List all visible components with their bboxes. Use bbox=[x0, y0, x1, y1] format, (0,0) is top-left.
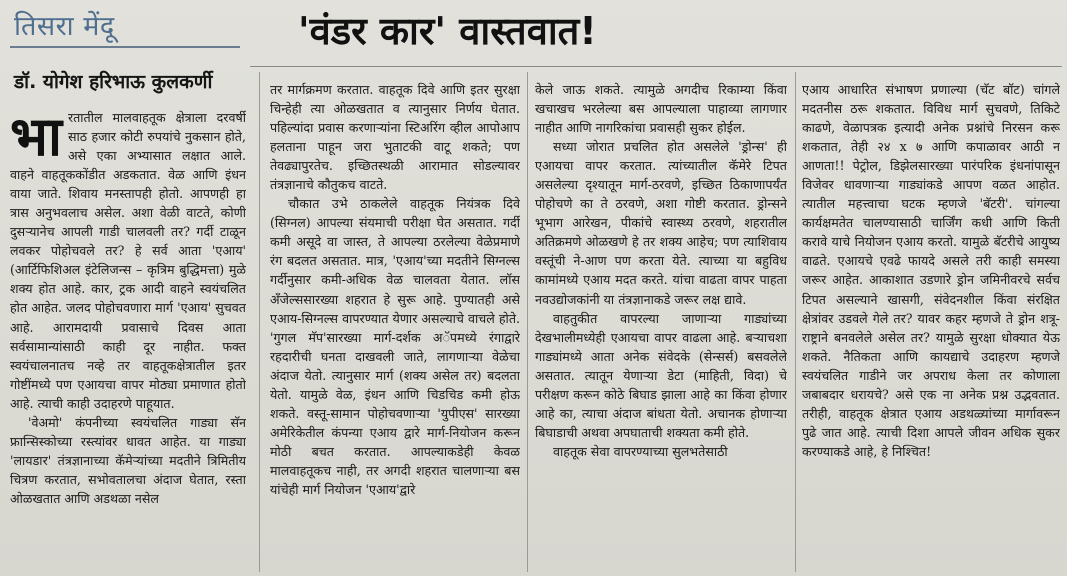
article-column-2 bbox=[270, 80, 520, 572]
column-name-underline bbox=[10, 46, 240, 48]
article-paragraph: एआय आधारित संभाषण प्रणाल्या (चॅट बॉट) चांगले मदतनीस ठरू शकतात. विविध मार्ग सुचवणे, तिकिटे काढणे, वेळापत्रक इत्यादी अनेक प्रश्नांचे निरसन करू शकतात, तेही २४ x ७ आणि कपाळावर आठी न आणता!! पेट्रोल, डिझेलसारख्या पारंपरिक इंधनांपासून विजेवर धावणाऱ्या गाड्यांकडे आपण वळत आहोत. त्यातील महत्त्वाचा घटक म्हणजे 'बॅटरी'. चांगल्या कार्यक्षमतेत चालण्यासाठी चार्जिंग कधी आणि किती करावे याचे नियोजन एआय करतो. यामुळे बॅटरीचे आयुष्य वाढते. एआयचे एवढे फायदे असले तरी काही समस्या जरूर आहेत. आकाशात उडणारे ड्रोन जमिनीवरचे सर्वच टिपत असल्याने खासगी, संवेदनशील किंवा संरक्षित क्षेत्रांवर उडवले गेले तर? यावर कहर म्हणजे ते ड्रोन शत्रू-राष्ट्राने बनवलेले असेल तर? यामुळे सुरक्षा धोक्यात येऊ शकते. नैतिकता आणि कायद्याचे उदाहरण म्हणजे स्वयंचलित गाडीने जर अपराध केला तर कोणाला जबाबदार धरायचे? असे एक ना अनेक प्रश्न उद्भवतात. तरीही, वाहतूक क्षेत्रात एआय अडथळ्यांच्या मार्गावरून पुढे जात आहे. त्याची दिशा आपले जीवन अधिक सुकर करण्याकडे आहे, हे निश्चित! bbox=[802, 82, 1060, 459]
article-paragraph: वाहतूक सेवा वापरण्याच्या सुलभतेसाठी bbox=[553, 443, 728, 459]
column-divider bbox=[795, 72, 796, 572]
headline: 'वंडर कार' वास्तवात! bbox=[298, 9, 597, 53]
article-paragraph: वाहतुकीत वापरल्या जाणाऱ्या गाड्यांच्या देखभालीमध्येही एआयचा वापर वाढला आहे. बऱ्याचशा गाड्यांमध्ये आता अनेक संवेदके (सेन्सर्स) बसवलेले असतात. त्यातून येणाऱ्या डेटा (माहिती, विदा) चे परीक्षण करून कोठे बिघाड झाला आहे का किंवा होणार आहे का, त्याचा अंदाज बांधता येतो. अचानक होणाऱ्या बिघाडाची अथवा अपघाताची शक्यता कमी होते. bbox=[535, 310, 787, 440]
article-column-1 bbox=[10, 108, 246, 572]
byline: डॉ. योगेश हरिभाऊ कुलकर्णी bbox=[14, 71, 213, 93]
article-paragraph: 'वेअमो' कंपनीच्या स्वयंचलित गाड्या सॅन फ्रान्सिस्कोच्या रस्त्यांवर धावत आहेत. या गाड्या 'लायडार' तंत्रज्ञानाच्या कॅमेऱ्यांच्या मदतीने त्रिमितीय चित्रण करतात, सभोवतालचा अंदाज घेतात, रस्ता ओळखतात आणि अडथळा नसेल bbox=[10, 414, 246, 506]
paragraph-text: रतातील मालवाहतूक क्षेत्राला दरवर्षी साठ हजार कोटी रुपयांचे नुकसान होते, असे एका अभ्यासात लक्षात आले. वाहने वाहतूककोंडीत अडकतात. वेळ आणि इंधन वाया जाते. शिवाय मनस्तापही होतो. आपणही हा त्रास अनुभवलाच असेल. अशा वेळी वाटते, कोणी दुसऱ्यानेच आपली गाडी चालवली तर? गर्दी टाळून लवकर पोहोचवले तर? हे सर्व आता 'एआय' (आर्टिफिशिअल इंटेलिजन्स – कृत्रिम बुद्धिमत्ता) मुळे शक्य होत आहे. कार, ट्रक आदी वाहने स्वयंचलित होत आहेत. जलद पोहोचवणारा मार्ग 'एआय' सुचवत आहे. आरामदायी प्रवासाचे दिवस आता सर्वसामान्यांसाठी काही दूर नाहीत. फक्त स्वयंचालनातच नव्हे तर वाहतूकक्षेत्रातील इतर गोष्टींमध्ये पण एआयचा वापर मोठ्या प्रमाणात होतो आहे. त्याची काही उदाहरणे पाहूयात. bbox=[10, 110, 246, 411]
article-paragraph bbox=[10, 108, 246, 413]
article-paragraph: केले जाऊ शकते. त्यामुळे अगदीच रिकाम्या किंवा खचाखच भरलेल्या बस आपल्याला पाहाव्या लागणार नाहीत आणि नागरिकांचा प्रवासही सुकर होईल. bbox=[535, 82, 787, 136]
header-divider bbox=[250, 66, 1062, 67]
article-paragraph: सध्या जोरात प्रचलित होत असलेले 'ड्रोन्स' ही एआयचा वापर करतात. त्यांच्यातील कॅमेरे टिपत असलेल्या दृश्यातून मार्ग-ठरवणे, इच्छित ठिकाणापर्यंत पोहोचणे का ते ठरवणे, अशा गोष्टी करतात. ड्रोन्सने भूभाग आरेखन, पीकांचे स्वास्थ्य ठरवणे, शहरातील अतिक्रमणे ओळखणे हे तर शक्य आहेच; पण त्याशिवाय वस्तूंची ने-आण पण करता येते. त्याच्या या बहुविध कामांमध्ये एआय मदत करते. यांचा वाढता वापर पाहता नवउद्योजकांनी या तंत्रज्ञानाकडे जरूर लक्ष द्यावे. bbox=[535, 139, 787, 307]
column-divider bbox=[527, 72, 528, 572]
column-name: तिसरा मेंदू bbox=[14, 11, 115, 42]
article-column-4 bbox=[802, 80, 1060, 572]
article-column-3 bbox=[535, 80, 787, 572]
column-divider bbox=[259, 72, 260, 572]
article-paragraph: तर मार्गक्रमण करतात. वाहतूक दिवे आणि इतर सुरक्षा चिन्हेही त्या ओळखतात व त्यानुसार निर्णय घेतात. पहिल्यांदा प्रवास करणाऱ्यांना स्टिअरिंग व्हील आपोआप हलताना पाहून जरा भुताटकी वाटू शकते; पण तेवढ्यापुरतेच. इच्छितस्थळी आरामात सोडल्यावर तंत्रज्ञानाचे कौतुकच वाटते. bbox=[270, 82, 520, 193]
drop-cap: भा bbox=[10, 108, 62, 168]
article-paragraph: चौकात उभे ठाकलेले वाहतूक नियंत्रक दिवे (सिग्नल) आपल्या संयमाची परीक्षा घेत असतात. गर्दी कमी असूदे वा जास्त, ते आपल्या ठरलेल्या वेळेप्रमाणे रंग बदलत असतात. मात्र, 'एआय'च्या मदतीने सिग्नल्स गर्दीनुसार कमी-अधिक वेळ चालवता येतात. लॉस अँजेल्ससारख्या शहरात हे सुरू आहे. पुण्यातही असे एआय-सिग्नल्स वापरण्यात येणार असल्याचे वाचले होते. 'गुगल मॅप'सारख्या मार्ग-दर्शक अॅपमध्ये रंगाद्वारे रहदारीची घनता दाखवली जाते, लागणाऱ्या वेळेचा अंदाज येतो. त्यानुसार मार्ग (शक्य असेल तर) बदलता येतो. यामुळे वेळ, इंधन आणि चिडचिड कमी होऊ शकते. वस्तू-सामान पोहोचवणाऱ्या 'युपीएस' सारख्या अमेरिकेतील कंपन्या एआय द्वारे मार्ग-नियोजन करून मोठी बचत करतात. आपल्याकडेही केवळ मालवाहतूकच नाही, तर अगदी शहरात चालणाऱ्या बस यांचेही मार्ग नियोजन 'एआय'द्वारे bbox=[270, 196, 520, 497]
